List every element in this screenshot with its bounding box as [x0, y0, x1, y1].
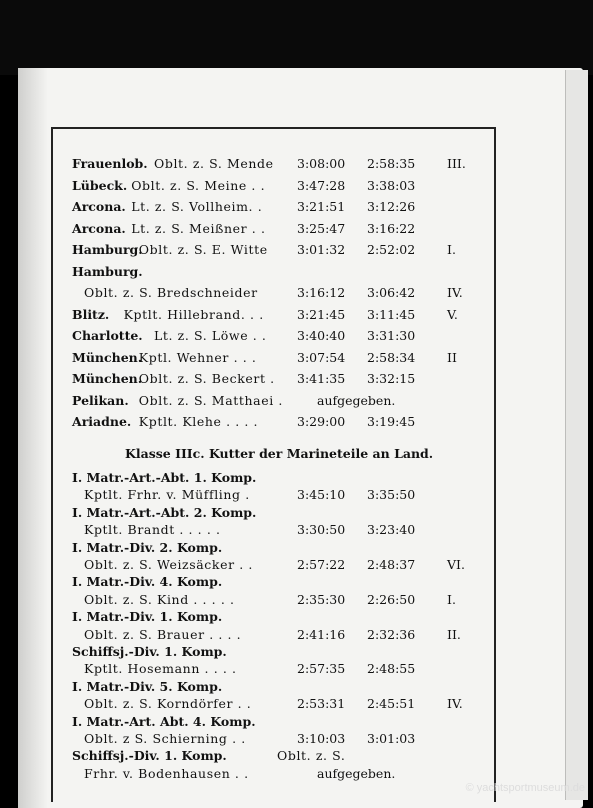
corrected-time: 2:52:02	[367, 242, 416, 257]
corrected-time: 3:31:30	[367, 328, 416, 343]
corrected-time: 3:23:40	[367, 522, 416, 538]
elapsed-time: 2:57:22	[297, 557, 346, 572]
elapsed-time: 3:21:51	[297, 199, 346, 214]
corrected-time: 3:16:22	[367, 220, 416, 236]
table-row	[72, 592, 472, 610]
officer-name: Oblt. z. S. Mende	[154, 156, 274, 171]
boat-name: Arcona.	[72, 199, 126, 214]
table-row	[72, 350, 472, 368]
next-page-edge	[565, 70, 588, 800]
corrected-time: 2:48:37	[367, 557, 416, 572]
elapsed-time: 3:16:12	[297, 285, 346, 300]
table-row	[72, 748, 472, 766]
table-row	[72, 679, 472, 697]
table-row	[72, 307, 472, 325]
corrected-time: 3:38:03	[367, 177, 416, 193]
corrected-time: 3:01:03	[367, 731, 416, 746]
boat-name: Schiffsj.-Div. 1. Komp.	[72, 748, 227, 764]
officer-name: Frhr. v. Bodenhausen . .	[84, 765, 249, 781]
table-row	[72, 627, 472, 645]
boat-name: I. Matr.-Art.-Abt. 1. Komp.	[72, 470, 257, 485]
boat-name: Pelikan.	[72, 392, 129, 408]
boat-name: I. Matr.-Div. 5. Komp.	[72, 678, 223, 694]
placing: VI.	[447, 557, 465, 572]
placing: II.	[447, 626, 461, 642]
officer-name: Kptlt. Brandt . . . . .	[84, 522, 221, 538]
boat-name: I. Matr.-Art. Abt. 4. Komp.	[72, 713, 256, 729]
corrected-time: 3:12:26	[367, 199, 416, 214]
placing: IV.	[447, 696, 463, 712]
corrected-time: 3:11:45	[367, 306, 416, 322]
table-row	[72, 505, 472, 523]
officer-name: Oblt. z. S.	[277, 748, 346, 764]
boat-name: München.	[72, 349, 143, 365]
officer-name: Oblt. z. S. Bredschneider	[84, 285, 258, 300]
table-row	[72, 328, 472, 346]
table-row	[72, 714, 472, 732]
corrected-time: 2:26:50	[367, 591, 416, 607]
officer-name: Oblt. z. S. Beckert .	[138, 371, 275, 386]
elapsed-time: aufgegeben.	[317, 392, 396, 408]
officer-name: Lt. z. S. Vollheim. .	[131, 199, 263, 214]
officer-name: Oblt. z S. Schierning . .	[84, 731, 246, 746]
elapsed-time: 3:45:10	[297, 487, 346, 503]
table-row	[72, 285, 472, 303]
placing: V.	[447, 306, 458, 322]
boat-name: I. Matr.-Div. 2. Komp.	[72, 539, 223, 555]
boat-name: Frauenlob.	[72, 156, 148, 171]
officer-name: Kptlt. Hillebrand. . .	[123, 306, 264, 322]
elapsed-time: 3:07:54	[297, 349, 346, 365]
table-row	[72, 609, 472, 627]
corrected-time: 3:19:45	[367, 414, 416, 429]
boat-name: Blitz.	[72, 306, 110, 322]
watermark: © yachtsportmuseum.de	[465, 782, 585, 794]
elapsed-time: 3:47:28	[297, 177, 346, 193]
officer-name: Oblt. z. S. E. Witte	[138, 242, 268, 257]
table-row	[72, 522, 472, 540]
table-row	[72, 644, 472, 662]
elapsed-time: 3:01:32	[297, 242, 346, 257]
officer-name: Kptlt. Klehe . . . .	[138, 414, 259, 429]
table-row	[72, 470, 472, 488]
elapsed-time: 3:10:03	[297, 731, 346, 746]
corrected-time: 3:32:15	[367, 371, 416, 386]
class-header: Klasse IIIc. Kutter der Marineteile an Land.	[125, 446, 434, 461]
officer-name: Oblt. z. S. Weizsäcker . .	[84, 557, 253, 572]
table-row	[72, 661, 472, 679]
placing: III.	[447, 156, 466, 171]
officer-name: Lt. z. S. Meißner . .	[131, 220, 266, 236]
boat-name: Charlotte.	[72, 328, 143, 343]
corrected-time: 2:48:55	[367, 661, 416, 677]
elapsed-time: 3:08:00	[297, 156, 346, 171]
placing: II	[447, 349, 457, 365]
elapsed-time: 3:30:50	[297, 522, 346, 538]
elapsed-time: 3:41:35	[297, 371, 346, 386]
elapsed-time: 3:21:45	[297, 306, 346, 322]
table-row	[72, 696, 472, 714]
scan-background	[0, 0, 593, 75]
elapsed-time: 3:40:40	[297, 328, 346, 343]
table-row	[72, 540, 472, 558]
table-row	[72, 766, 472, 784]
table-row	[72, 242, 472, 260]
corrected-time: 3:35:50	[367, 487, 416, 503]
placing: I.	[447, 242, 456, 257]
table-row	[72, 371, 472, 389]
officer-name: Kptl. Wehner . . .	[138, 349, 257, 365]
table-row	[72, 574, 472, 592]
elapsed-time: 2:53:31	[297, 696, 346, 712]
corrected-time: 2:58:34	[367, 349, 416, 365]
officer-name: Oblt. z. S. Kind . . . . .	[84, 591, 235, 607]
boat-name: Hamburg.	[72, 263, 143, 279]
boat-name: I. Matr.-Div. 4. Komp.	[72, 574, 223, 590]
table-row	[72, 557, 472, 575]
elapsed-time: 2:57:35	[297, 661, 346, 677]
boat-name: Ariadne.	[72, 414, 132, 429]
table-row	[72, 264, 472, 282]
table-row	[72, 178, 472, 196]
officer-name: Lt. z. S. Löwe . .	[154, 328, 267, 343]
table-row	[72, 393, 472, 411]
table-row	[72, 199, 472, 217]
table-row	[72, 487, 472, 505]
officer-name: Kptlt. Frhr. v. Müffling .	[84, 487, 250, 503]
placing: IV.	[447, 285, 463, 300]
corrected-time: 2:45:51	[367, 696, 416, 712]
elapsed-time: aufgegeben.	[317, 765, 396, 781]
officer-name: Oblt. z. S. Korndörfer . .	[84, 696, 252, 712]
boat-name: Lübeck.	[72, 177, 128, 193]
table-row	[72, 731, 472, 749]
officer-name: Kptlt. Hosemann . . . .	[84, 661, 237, 677]
boat-name: München.	[72, 371, 143, 386]
elapsed-time: 2:41:16	[297, 626, 346, 642]
corrected-time: 2:32:36	[367, 626, 416, 642]
elapsed-time: 3:25:47	[297, 220, 346, 236]
boat-name: Hamburg.	[72, 242, 143, 257]
table-row	[72, 414, 472, 432]
corrected-time: 2:58:35	[367, 156, 416, 171]
table-row	[72, 221, 472, 239]
page-gutter-shadow	[18, 68, 48, 808]
elapsed-time: 2:35:30	[297, 591, 346, 607]
officer-name: Oblt. z. S. Meine . .	[131, 177, 266, 193]
boat-name: Schiffsj.-Div. 1. Komp.	[72, 644, 227, 659]
boat-name: I. Matr.-Div. 1. Komp.	[72, 609, 223, 625]
corrected-time: 3:06:42	[367, 285, 416, 300]
placing: I.	[447, 591, 456, 607]
officer-name: Oblt. z. S. Matthaei .	[138, 392, 283, 408]
boat-name: Arcona.	[72, 220, 126, 236]
table-row	[72, 156, 472, 174]
officer-name: Oblt. z. S. Brauer . . . .	[84, 626, 242, 642]
boat-name: I. Matr.-Art.-Abt. 2. Komp.	[72, 504, 257, 520]
elapsed-time: 3:29:00	[297, 414, 346, 429]
